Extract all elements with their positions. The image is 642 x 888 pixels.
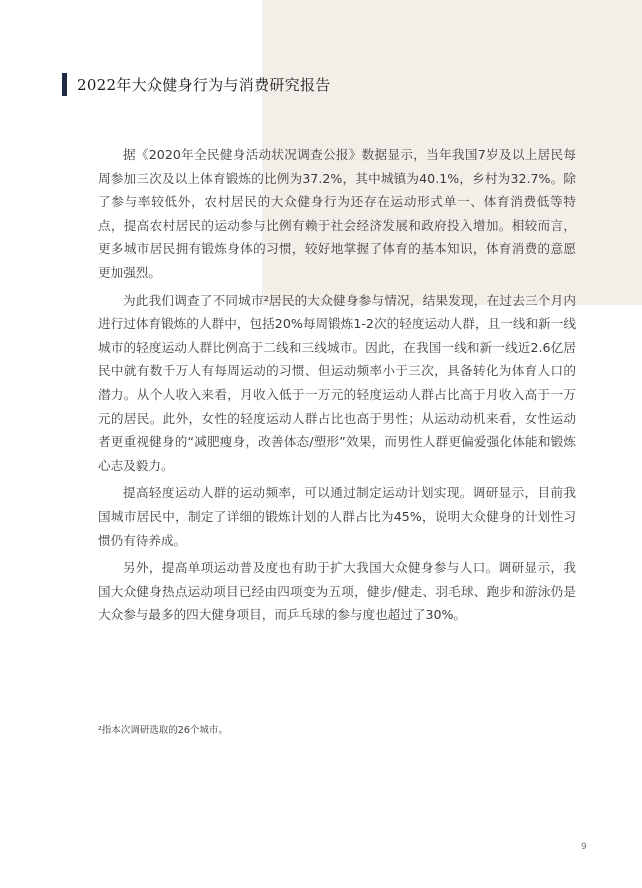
page-number: 9	[581, 842, 587, 852]
report-title: 2022年大众健身行为与消费研究报告	[77, 75, 331, 94]
header-accent-bar	[62, 73, 67, 96]
paragraph-1: 据《2020年全民健身活动状况调查公报》数据显示，当年我国7岁及以上居民每周参加三次及以上体育锻炼的比例为37.2%，其中城镇为40.1%，乡村为32.7%。除了参与率较低外，农村居民的大众健身行为还存在运动形式单一、体育消费低等特点，提高农村居民的运动参与比例有赖于社会经济发展和政府投入增加。相较而言，更多城市居民拥有锻炼身体的习惯，较好地掌握了体育的基本知识，体育消费的意愿更加强烈。	[98, 147, 576, 280]
section-header	[62, 71, 331, 97]
body-text	[98, 143, 576, 631]
paragraph-3: 提高轻度运动人群的运动频率，可以通过制定运动计划实现。调研显示，目前我国城市居民中，制定了详细的锻炼计划的人群占比为45%，说明大众健身的计划性习惯仍有待养成。	[98, 485, 576, 548]
footnote: ²指本次调研选取的26个城市。	[98, 725, 228, 736]
paragraph-4: 另外，提高单项运动普及度也有助于扩大我国大众健身参与人口。调研显示，我国大众健身热点运动项目已经由四项变为五项，健步/健走、羽毛球、跑步和游泳仍是大众参与最多的四大健身项目，而乒乓球的参与度也超过了30%。	[98, 560, 576, 623]
paragraph-2: 为此我们调查了不同城市²居民的大众健身参与情况，结果发现，在过去三个月内进行过体育锻炼的人群中，包括20%每周锻炼1-2次的轻度运动人群，且一线和新一线城市的轻度运动人群比例高于二线和三线城市。因此，在我国一线和新一线近2.6亿居民中就有数千万人有每周运动的习惯、但运动频率小于三次，具备转化为体育人口的潜力。从个人收入来看，月收入低于一万元的轻度运动人群占比高于月收入高于一万元的居民。此外，女性的轻度运动人群占比也高于男性；从运动动机来看，女性运动者更重视健身的“减肥瘦身，改善体态/塑形”效果，而男性人群更偏爱强化体能和锻炼心志及毅力。	[98, 292, 576, 473]
